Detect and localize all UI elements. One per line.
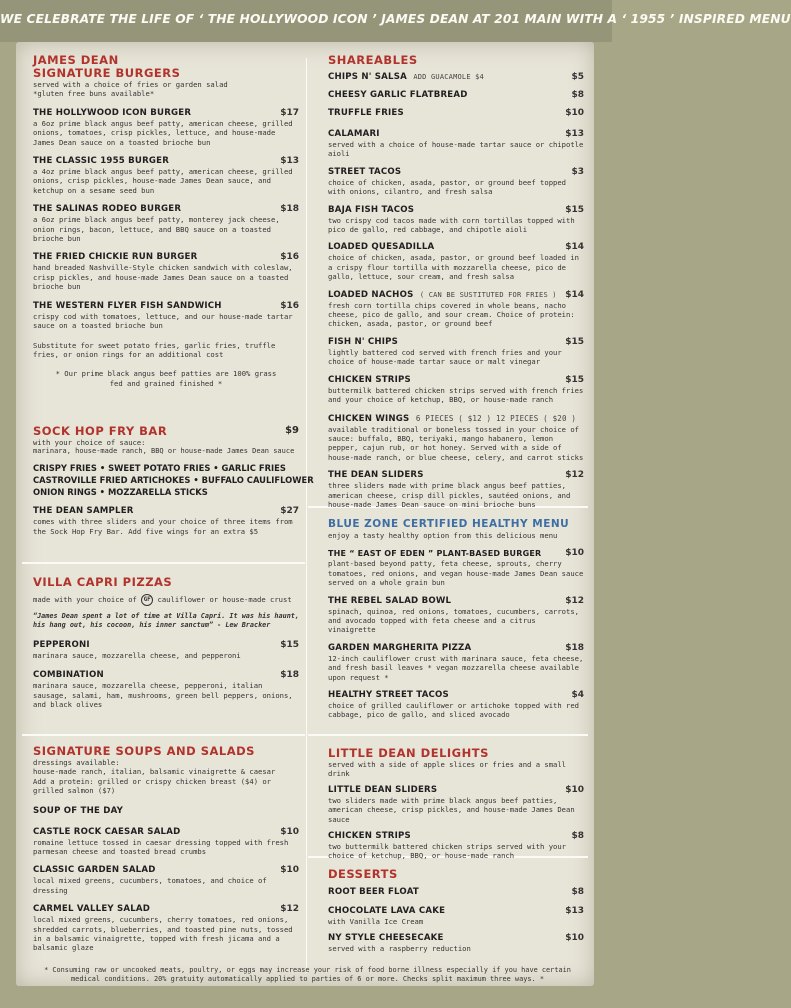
item-desc: romaine lettuce tossed in caesar dressing topped with fresh parmesan cheese and toasted bread crumbs	[33, 837, 289, 857]
item-name	[328, 413, 584, 425]
item-name: CARMEL VALLEY SALAD	[33, 904, 151, 915]
pizzas-made-post: cauliflower or house-made crust	[157, 595, 292, 604]
menu-item	[328, 337, 584, 367]
item-name: THE SALINAS RODEO BURGER	[33, 204, 182, 215]
menu-item	[328, 129, 584, 159]
menu-item	[328, 90, 584, 101]
burgers-title-2: SIGNATURE BURGERS	[33, 66, 181, 80]
item-extra: 6 PIECES ( $12 ) 12 PIECES ( $20 )	[415, 413, 577, 423]
item-name: HEALTHY STREET TACOS	[328, 690, 449, 701]
item-name: COMBINATION	[33, 670, 104, 681]
item-desc: available traditional or boneless tossed in your choice of sauce: buffalo, BBQ, teriyaki, mango habanero, lemon pepper, cajun rub, or hot honey. Served with a side of house-made ranch, or blue cheese, celery, and carrot sticks	[328, 424, 584, 462]
item-price: $10	[565, 784, 584, 795]
item-desc: a 6oz prime black angus beef patty, american cheese, grilled onions, tomatoes, crisp pickles, lettuce, and house-made James Dean sauce on a toasted brioche bun	[33, 118, 293, 147]
item-price: $12	[565, 595, 584, 606]
menu-item	[328, 906, 584, 926]
item-price: $15	[565, 336, 584, 347]
patties-note: * Our prime black angus beef patties are 100% grass fed and grained finished *	[55, 369, 277, 388]
item-desc: a 6oz prime black angus beef patty, monterey jack cheese, onion rings, bacon, lettuce, and BBQ sauce on a toasted brioche bun	[33, 215, 280, 244]
item-price: $5	[571, 72, 584, 82]
item-desc: two crispy cod tacos made with corn tortillas topped with pico de gallo, red cabbage, and chipotle aioli	[328, 215, 575, 235]
item-desc: buttermilk battered chicken strips served with french fries and your choice of ketchup, BBQ, or house-made ranch	[328, 385, 584, 405]
item-desc: served with a raspberry reduction	[328, 944, 471, 954]
item-desc: marinara sauce, mozzarella cheese, pepperoni, italian sausage, salami, ham, mushrooms, green bell peppers, onions, and black olives	[33, 681, 293, 710]
item-name: ROOT BEER FLOAT	[328, 887, 419, 897]
item-price: $13	[280, 156, 299, 167]
item-price: $8	[571, 887, 584, 897]
item-desc: choice of grilled cauliflower or artichoke topped with red cabbage, pico de gallo, and sliced avocado	[328, 701, 579, 720]
sockhop-line-1: CRISPY FRIES • SWEET POTATO FRIES • GARLIC FRIES	[33, 463, 286, 474]
item-name: FISH N' CHIPS	[328, 336, 399, 347]
pizzas-section	[33, 576, 299, 710]
soups-title: SIGNATURE SOUPS AND SALADS	[33, 744, 255, 758]
item-price: $15	[565, 204, 584, 215]
bluezone-sub: enjoy a tasty healthy option from this delicious menu	[328, 531, 558, 540]
item-name: THE DEAN SLIDERS	[328, 470, 424, 481]
pizzas-made-pre: made with your choice of	[33, 595, 137, 604]
item-desc: a 4oz prime black angus beef patty, american cheese, grilled onions, crisp pickles, house-made James Dean sauce, and ketchup on a sesame seed bun	[33, 167, 293, 195]
pizzas-title: VILLA CAPRI PIZZAS	[33, 575, 173, 589]
item-price: $13	[565, 906, 584, 916]
desserts-title: DESSERTS	[328, 867, 398, 881]
column-divider	[306, 58, 307, 973]
item-price: $16	[280, 300, 299, 311]
item-price: $10	[565, 933, 584, 944]
item-name: CHICKEN STRIPS	[328, 374, 411, 385]
item-desc: choice of chicken, asada, pastor, or ground beef loaded in a crispy flour tortilla with mozzarella cheese, pico de gallo, lettuce, sour cream, and fresh salsa	[328, 253, 579, 282]
menu-item	[328, 643, 584, 682]
item-name: THE CLASSIC 1955 BURGER	[33, 156, 170, 167]
item-name: CALAMARI	[328, 129, 380, 139]
menu-item	[33, 904, 299, 953]
soup-of-day: SOUP OF THE DAY	[33, 805, 124, 816]
desserts-section	[328, 868, 584, 954]
menu-item	[328, 72, 584, 83]
item-name	[328, 290, 584, 301]
bluezone-title: BLUE ZONE CERTIFIED HEALTHY MENU	[328, 518, 570, 530]
menu-item	[328, 596, 584, 635]
footer-disclaimer: * Consuming raw or uncooked meats, poultry, or eggs may increase your risk of food borne illness especially if you have certain medical conditions. 20% gratuity automatically applied to parties of 6 or more. Checks split maximum three ways. *	[44, 966, 571, 983]
menu-item	[33, 670, 299, 709]
item-desc: marinara sauce, mozzarella cheese, and pepperoni	[33, 651, 241, 660]
divider-left-2	[22, 734, 305, 736]
item-name: STREET TACOS	[328, 166, 402, 177]
pizzas-quote: “James Dean spent a lot of time at Villa Capri. It was his haunt, his hang out, his cocoon, his inner sanctum” - Lew Bracker	[33, 612, 299, 629]
menu-item	[33, 506, 299, 536]
littledean-sub: served with a side of apple slices or fries and a small drink	[328, 760, 566, 779]
item-price: $10	[565, 548, 584, 559]
item-price: $15	[565, 374, 584, 385]
burgers-sub-2: *gluten free buns available*	[33, 89, 155, 99]
item-price: $18	[280, 670, 299, 681]
item-name: CASTLE ROCK CAESAR SALAD	[33, 826, 181, 837]
menu-item	[328, 548, 584, 587]
item-price: $27	[280, 506, 299, 517]
menu-item	[328, 108, 584, 119]
burgers-sub-1: served with a choice of fries or garden salad	[33, 80, 228, 89]
menu-item	[328, 831, 584, 861]
item-name	[328, 72, 584, 83]
item-name: THE DEAN SAMPLER	[33, 506, 134, 517]
item-desc: choice of chicken, asada, pastor, or ground beef topped with onions, cilantro, and fresh salsa	[328, 177, 566, 197]
item-price: $10	[565, 108, 584, 118]
menu-item	[328, 785, 584, 824]
sockhop-line-3: ONION RINGS • MOZZARELLA STICKS	[33, 487, 208, 498]
soups-sub-1: dressings available:	[33, 758, 120, 767]
menu-item	[33, 301, 299, 331]
item-name: TRUFFLE FRIES	[328, 108, 404, 118]
burgers-section	[33, 54, 299, 388]
item-desc: crispy cod with tomatoes, lettuce, and our house-made tartar sauce on a toasted brioche bun	[33, 311, 293, 331]
item-desc: hand breaded Nashville-Style chicken sandwich with coleslaw, crisp pickles, and house-made James Dean sauce on a toasted brioche bun	[33, 263, 293, 292]
item-desc: with Vanilla Ice Cream	[328, 917, 424, 926]
menu-item	[328, 205, 584, 235]
item-name-text: LOADED NACHOS	[328, 289, 414, 300]
divider-right-2	[308, 734, 588, 736]
item-name: THE FRIED CHICKIE RUN BURGER	[33, 252, 198, 263]
item-name: THE REBEL SALAD BOWL	[328, 595, 452, 606]
gluten-free-icon: GF	[141, 594, 153, 606]
littledean-title: LITTLE DEAN DELIGHTS	[328, 746, 489, 760]
item-name: CHOCOLATE LAVA CAKE	[328, 906, 446, 916]
item-price: $14	[565, 289, 584, 300]
menu-banner: WE CELEBRATE THE LIFE OF ‘ THE HOLLYWOOD ICON ’ JAMES DEAN AT 201 MAIN WITH A ‘ 1955 ’ INSPIRED MENU	[0, 0, 612, 42]
item-price: $14	[565, 242, 584, 253]
divider-left-1	[22, 562, 305, 564]
item-name: BAJA FISH TACOS	[328, 204, 415, 215]
item-desc: local mixed greens, cucumbers, tomatoes, and choice of dressing	[33, 876, 267, 895]
menu-item	[328, 242, 584, 281]
sockhop-line-2: CASTROVILLE FRIED ARTICHOKES • BUFFALO CAULIFLOWER	[33, 475, 314, 486]
shareables-title: SHAREABLES	[328, 53, 418, 67]
menu-item	[33, 204, 299, 243]
menu-item	[328, 167, 584, 197]
item-name: THE HOLLYWOOD ICON BURGER	[33, 107, 192, 118]
item-desc: served with a choice of house-made tartar sauce or chipotle aioli	[328, 140, 584, 159]
sockhop-price: $9	[285, 425, 299, 436]
menu-item	[33, 827, 299, 857]
item-name-text: CHIPS N' SALSA	[328, 72, 407, 82]
menu-item	[328, 470, 584, 509]
sockhop-sub-1: with your choice of sauce:	[33, 438, 146, 447]
menu-item	[33, 865, 299, 895]
item-price: $4	[571, 690, 584, 701]
substitute-note: Substitute for sweet potato fries, garlic fries, truffle fries, or onion rings for an additional cost	[33, 340, 276, 359]
item-desc: three sliders made with prime black angus beef patties, american cheese, crisp dill pickles, sautéed onions, and house-made James Dean sauce on mini brioche buns	[328, 481, 571, 509]
soups-sub-3: Add a protein: grilled or crispy chicken breast ($4) or grilled salmon ($7)	[33, 776, 271, 796]
menu-item	[328, 413, 584, 463]
item-price: $17	[280, 107, 299, 118]
item-desc: local mixed greens, cucumbers, cherry tomatoes, red onions, shredded carrots, blueberries, and toasted pine nuts, tossed in a balsamic vinaigrette, topped with fresh jicama and a balsamic glaze	[33, 915, 293, 953]
item-desc: spinach, quinoa, red onions, tomatoes, cucumbers, carrots, and avocado topped with feta cheese and a citrus vinaigrette	[328, 606, 579, 635]
menu-item	[33, 108, 299, 147]
sockhop-section	[33, 424, 314, 536]
item-price: $10	[280, 865, 299, 876]
sockhop-sub-2: marinara, house-made ranch, BBQ or house-made James Dean sauce	[33, 447, 295, 456]
item-price: $16	[280, 252, 299, 263]
soups-sub-2: house-made ranch, italian, balsamic vinaigrette & caesar	[33, 767, 276, 777]
item-price: $3	[571, 166, 584, 177]
item-desc: two sliders made with prime black angus beef patties, american cheese, crisp pickles, and house-made James Dean sauce	[328, 795, 575, 824]
littledean-section	[328, 747, 584, 861]
item-name: CHEESY GARLIC FLATBREAD	[328, 90, 468, 100]
menu-item	[33, 640, 299, 660]
menu-item	[328, 290, 584, 329]
item-name: CLASSIC GARDEN SALAD	[33, 865, 156, 876]
item-desc: plant-based beyond patty, feta cheese, sprouts, cherry tomatoes, red onions, and vegan house-made James Dean sauce served on a whole grain bun	[328, 559, 584, 588]
item-name: LITTLE DEAN SLIDERS	[328, 784, 438, 795]
item-name-text: CHICKEN WINGS	[328, 413, 410, 424]
shareables-section	[328, 54, 584, 509]
item-price: $12	[280, 904, 299, 915]
burgers-title-1: JAMES DEAN	[33, 53, 119, 67]
item-desc: two buttermilk battered chicken strips served with your choice of ketchup, BBQ, or house-made ranch	[328, 842, 566, 861]
menu-item	[33, 156, 299, 195]
item-price: $18	[565, 642, 584, 653]
item-price: $18	[280, 204, 299, 215]
item-price: $10	[280, 826, 299, 837]
menu-item	[33, 252, 299, 291]
item-price: $15	[280, 640, 299, 650]
item-desc: 12-inch cauliflower crust with marinara sauce, feta cheese, and fresh basil leaves * vegan mozzarella cheese available upon request *	[328, 653, 584, 682]
sockhop-title: SOCK HOP FRY BAR	[33, 424, 168, 438]
item-extra: ADD GUACAMOLE $4	[413, 73, 484, 81]
item-name: LOADED QUESADILLA	[328, 242, 435, 253]
menu-item	[328, 375, 584, 405]
item-price: $8	[571, 831, 584, 842]
menu-item	[328, 690, 584, 720]
item-name: THE WESTERN FLYER FISH SANDWICH	[33, 300, 222, 311]
item-desc: lightly battered cod served with french fries and your choice of house-made tartar sauce or malt vinegar	[328, 347, 562, 367]
item-extra: ( CAN BE SUSTITUTED FOR FRIES )	[419, 290, 557, 299]
item-price: $13	[565, 129, 584, 139]
item-name: PEPPERONI	[33, 640, 90, 650]
soups-section	[33, 745, 299, 953]
item-price: $12	[565, 470, 584, 481]
item-name: NY STYLE CHEESECAKE	[328, 933, 444, 944]
bluezone-section	[328, 518, 584, 720]
item-desc: comes with three sliders and your choice of three items from the Sock Hop Fry Bar. Add five wings for an extra $5	[33, 517, 293, 536]
item-desc: fresh corn tortilla chips covered in whole beans, nacho cheese, pico de gallo, and sour cream. Choice of protein: chicken, asada, pastor, or ground beef	[328, 300, 575, 329]
item-name: GARDEN MARGHERITA PIZZA	[328, 642, 472, 653]
item-price: $8	[571, 90, 584, 100]
item-name: CHICKEN STRIPS	[328, 831, 411, 842]
menu-item	[328, 933, 584, 953]
menu-item	[328, 887, 584, 898]
item-name: THE “ EAST OF EDEN ” PLANT-BASED BURGER	[328, 549, 542, 559]
